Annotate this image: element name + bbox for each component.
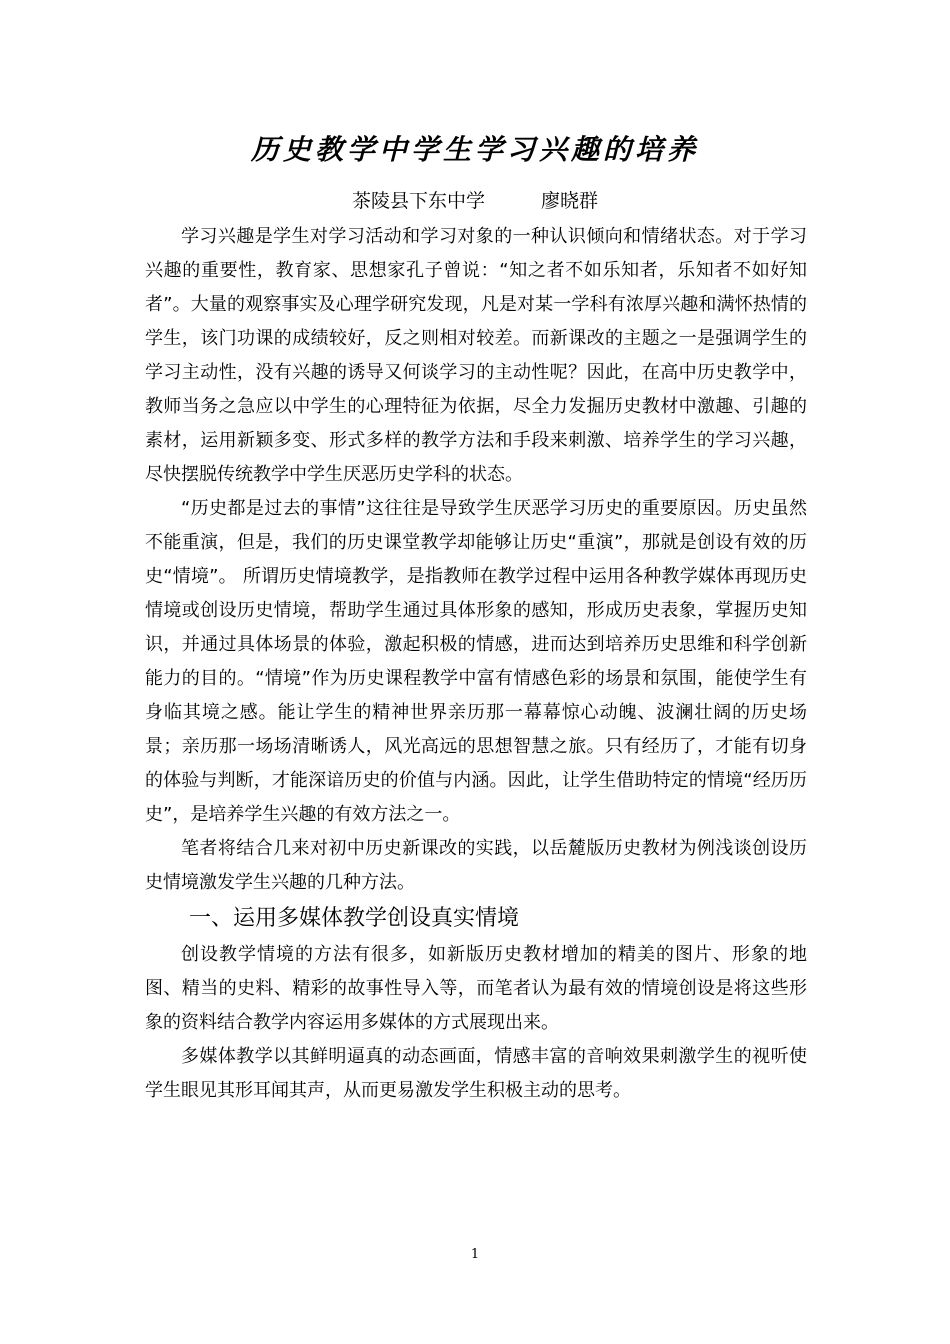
author-name: 廖晓群 <box>541 190 599 212</box>
section-heading: 一、运用多媒体教学创设真实情境 <box>189 906 520 931</box>
page-number: 1 <box>470 1247 480 1262</box>
document-body <box>145 220 807 1108</box>
body-paragraph: “历史都是过去的事情”这往往是导致学生厌恶学习历史的重要原因。历史虽然不能重演，但是，我们的历史课堂教学却能够让历史“重演”，那就是创设有效的历史“情境”。 所谓历史情境教学，是指教师在教学过程中运用各种教学媒体再现历史情境或创设历史情境，帮助学生通过具体形象的感知，形成历史表象，掌握历史知识，并通过具体场景的体验，激起积极的情感，进而达到培养历史思维和科学创新能力的目的。“情境”作为历史课程教学中富有情感色彩的场景和氛围，能使学生有身临其境之感。能让学生的精神世界亲历那一幕幕惊心动魄、波澜壮阔的历史场景；亲历那一场场清晰诱人，风光高远的思想智慧之旅。只有经历了，才能有切身的体验与判断，才能深谙历史的价值与内涵。因此，让学生借助特定的情境“经历历史”，是培养学生兴趣的有效方法之一。 <box>145 498 807 825</box>
body-paragraph: 多媒体教学以其鲜明逼真的动态画面，情感丰富的音响效果刺激学生的视听使学生眼见其形耳闻其声，从而更易激发学生积极主动的思考。 <box>145 1046 807 1101</box>
body-paragraph: 笔者将结合几来对初中历史新课改的实践，以岳麓版历史教材为例浅谈创设历史情境激发学生兴趣的几种方法。 <box>145 838 807 893</box>
author-byline <box>0 186 950 213</box>
author-school: 茶陵县下东中学 <box>351 190 485 212</box>
document-title: 历史教学中学生学习兴趣的培养 <box>250 133 699 166</box>
body-paragraph: 学习兴趣是学生对学习活动和学习对象的一种认识倾向和情绪状态。对于学习兴趣的重要性，教育家、思想家孔子曾说：“知之者不如乐知者，乐知者不如好知者”。大量的观察事实及心理学研究发现，凡是对某一学科有浓厚兴趣和满怀热情的学生，该门功课的成绩较好，反之则相对较差。而新课改的主题之一是强调学生的学习主动性，没有兴趣的诱导又何谈学习的主动性呢？因此，在高中历史教学中，教师当务之急应以中学生的心理特征为依据，尽全力发掘历史教材中激趣、引趣的素材，运用新颖多变、形式多样的教学方法和手段来刺激、培养学生的学习兴趣，尽快摆脱传统教学中学生厌恶历史学科的状态。 <box>145 226 807 485</box>
body-paragraph: 创设教学情境的方法有很多，如新版历史教材增加的精美的图片、形象的地图、精当的史料、精彩的故事性导入等，而笔者认为最有效的情境创设是将这些形象的资料结合教学内容运用多媒体的方式展现出来。 <box>145 944 807 1033</box>
